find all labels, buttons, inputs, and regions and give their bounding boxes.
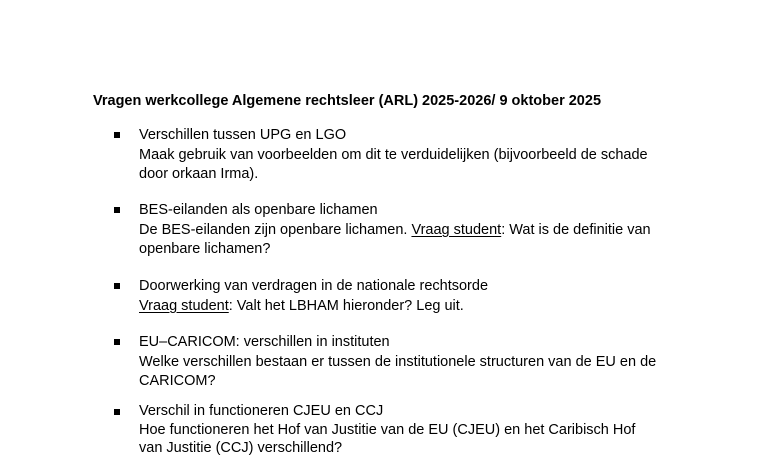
- item-text-line: Maak gebruik van voorbeelden om dit te verduidelijken (bijvoorbeeld de schade: [139, 147, 648, 163]
- item-text-line: [139, 221, 651, 239]
- bullet-icon: [114, 339, 120, 345]
- item-text: : Wat is de definitie van: [501, 222, 651, 238]
- item-text: De BES-eilanden zijn openbare lichamen.: [139, 222, 412, 238]
- item-text-line: CARICOM?: [139, 373, 216, 389]
- item-heading: Verschillen tussen UPG en LGO: [139, 127, 347, 143]
- item-text-line: Hoe functioneren het Hof van Justitie van de EU (CJEU) en het Caribisch Hof: [139, 422, 636, 438]
- bullet-icon: [114, 132, 120, 138]
- bullet-icon: [114, 409, 120, 415]
- item-text-line: [139, 297, 464, 315]
- item-heading: Doorwerking van verdragen in de nationale rechtsorde: [139, 278, 489, 294]
- vraag-student-label: Vraag student: [139, 298, 229, 314]
- item-text-line: van Justitie (CCJ) verschillend?: [139, 440, 343, 456]
- item-text: : Valt het LBHAM hieronder? Leg uit.: [228, 298, 464, 314]
- item-text-line: door orkaan Irma).: [139, 166, 259, 182]
- item-text-line: openbare lichamen?: [139, 241, 271, 257]
- bullet-icon: [114, 207, 120, 213]
- item-heading: BES-eilanden als openbare lichamen: [139, 202, 378, 218]
- document-title: Vragen werkcollege Algemene rechtsleer (ARL) 2025-2026/ 9 oktober 2025: [93, 93, 602, 109]
- bullet-icon: [114, 283, 120, 289]
- item-heading: Verschil in functioneren CJEU en CCJ: [139, 403, 384, 419]
- vraag-student-label: Vraag student: [411, 222, 502, 238]
- item-heading: EU–CARICOM: verschillen in instituten: [139, 334, 390, 350]
- item-text-line: Welke verschillen bestaan er tussen de institutionele structuren van de EU en de: [139, 354, 657, 370]
